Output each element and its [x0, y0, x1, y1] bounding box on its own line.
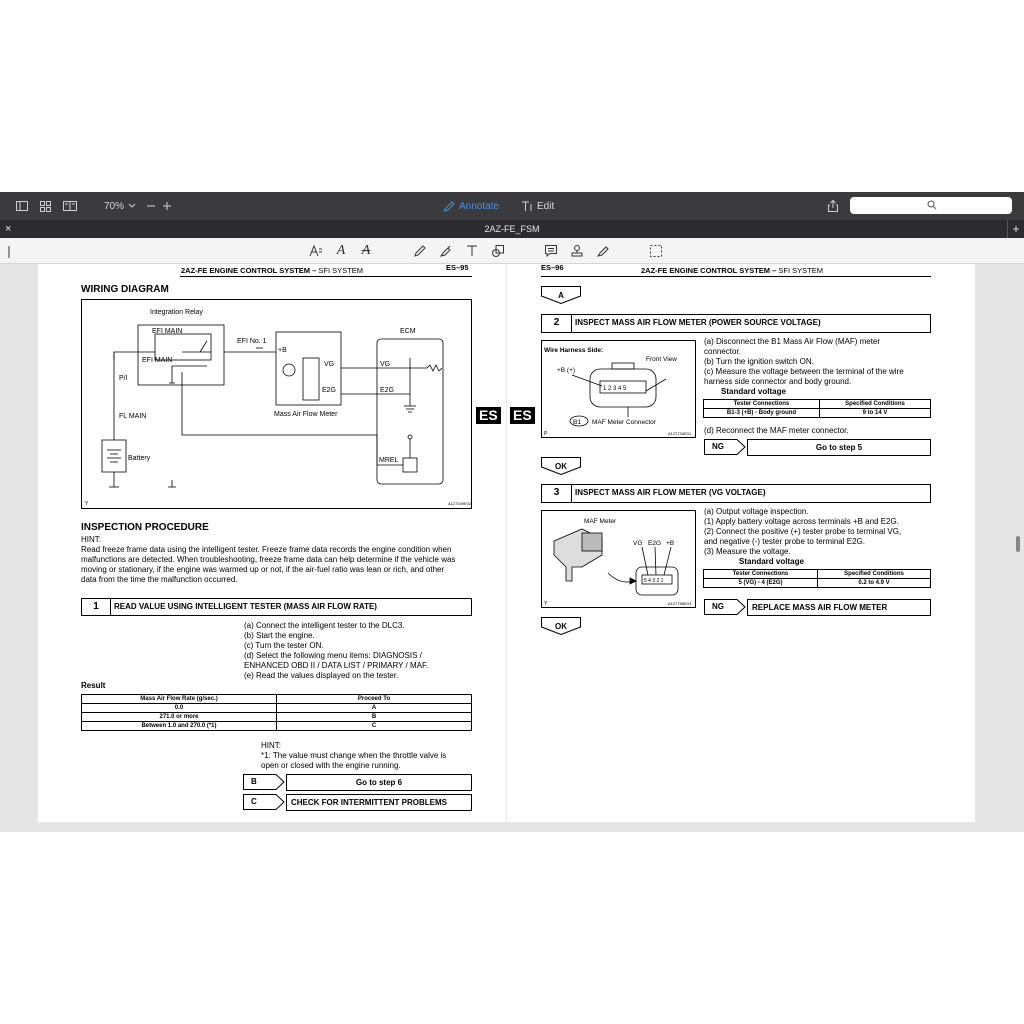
step-3-title: INSPECT MASS AIR FLOW METER (VG VOLTAGE) — [571, 484, 931, 503]
step-1-item: (c) Turn the tester ON. — [244, 641, 324, 650]
table-header-row — [704, 400, 931, 409]
document-title: 2AZ-FE_FSM — [484, 224, 540, 234]
table-header: Tester Connections — [704, 400, 820, 409]
hint2-line: *1: The value must change when the throttle valve is — [261, 751, 447, 760]
ng-tag — [704, 599, 746, 615]
vertical-scrollbar[interactable] — [1016, 536, 1020, 552]
table-header: Specified Conditions — [818, 570, 931, 579]
step-3-table — [703, 569, 931, 588]
connector-label: MAF Meter Connector — [592, 419, 656, 426]
page-es-96 — [507, 264, 975, 822]
table-header: Specified Conditions — [820, 400, 931, 409]
result-table — [81, 694, 472, 731]
table-header: Tester Connections — [704, 570, 818, 579]
inspection-procedure-title: INSPECTION PROCEDURE — [81, 522, 209, 533]
step-2-item: (a) Disconnect the B1 Mass Air Flow (MAF) meter — [704, 337, 881, 346]
zoom-in-button[interactable] — [162, 199, 172, 213]
table-header: Proceed To — [277, 695, 472, 704]
efi-main-label: EFI MAIN — [142, 357, 173, 364]
vg-ecm-label: VG — [380, 361, 391, 368]
highlighter-icon[interactable] — [438, 243, 454, 259]
diagram-corner-mark: Y — [85, 501, 89, 507]
zoom-select[interactable] — [104, 199, 136, 213]
step-3-item: (3) Measure the voltage. — [704, 547, 791, 556]
table-row — [82, 722, 472, 731]
ecm-label: ECM — [400, 328, 416, 335]
e2g-label: E2G — [322, 387, 337, 394]
table-row — [82, 704, 472, 713]
text-style-icon[interactable]: A — [336, 243, 346, 258]
table-row — [704, 579, 931, 588]
markup-toolbar — [0, 238, 1024, 264]
sidebar-handle-icon — [6, 244, 12, 260]
fl-main-label: FL MAIN — [119, 413, 147, 420]
table-cell: B — [277, 713, 472, 722]
vg-label: VG — [324, 361, 335, 368]
step-1-item: (e) Read the values displayed on the tester. — [244, 671, 399, 680]
standard-voltage-label: Standard voltage — [721, 387, 786, 396]
header-rule — [180, 276, 472, 277]
maf-connector-figure — [541, 340, 696, 438]
b1-label: B1 — [573, 419, 581, 426]
result-b-link[interactable]: Go to step 6 — [286, 774, 472, 791]
table-header: Mass Air Flow Rate (g/sec.) — [82, 695, 277, 704]
search-icon — [927, 200, 937, 210]
page-number: ES–96 — [541, 263, 564, 272]
sidebar-toggle-icon[interactable] — [16, 199, 28, 213]
ng-label: NG — [712, 442, 724, 451]
step-2-item: connector. — [704, 347, 741, 356]
harness-label: Wire Harness Side: — [544, 347, 604, 354]
search-input[interactable] — [850, 197, 1012, 214]
step-3-item: (1) Apply battery voltage across terminals +B and E2G. — [704, 517, 899, 526]
step-3-item: (2) Connect the positive (+) tester probe to terminal VG, — [704, 527, 902, 536]
selection-icon[interactable] — [648, 243, 664, 259]
pins-label: 1 2 3 4 5 — [603, 386, 627, 392]
step-2-item: (c) Measure the voltage between the terminal of the wire — [704, 367, 904, 376]
step-2-title: INSPECT MASS AIR FLOW METER (POWER SOURCE VOLTAGE) — [571, 314, 931, 333]
table-cell: Between 1.0 and 270.0 (*1) — [82, 722, 277, 731]
figure-code: A127734E01 — [668, 431, 692, 436]
mrel-label: MREL — [379, 457, 399, 464]
pdf-viewer-window — [0, 192, 1024, 832]
plus-b-label: +B (+) — [557, 367, 576, 374]
ng-label: NG — [712, 602, 724, 611]
ng-result-link[interactable]: Go to step 5 — [747, 439, 931, 456]
result-c-tag — [243, 794, 285, 810]
a-label: A — [558, 291, 564, 300]
hint-label: HINT: — [81, 535, 101, 544]
page-header: 2AZ-FE ENGINE CONTROL SYSTEM – SFI SYSTEM — [641, 266, 823, 275]
pencil-icon[interactable] — [412, 243, 428, 259]
annotate-label: Annotate — [459, 200, 500, 212]
edit-button[interactable] — [521, 199, 554, 213]
result-label: Result — [81, 681, 106, 690]
step-1-title: READ VALUE USING INTELLIGENT TESTER (MASS AIR FLOW RATE) — [110, 598, 472, 616]
chevron-down-icon — [128, 203, 136, 209]
table-cell: 9 to 14 V — [820, 409, 931, 418]
step-2-item: harness side connector and body ground. — [704, 377, 852, 386]
hint2-label: HINT: — [261, 741, 281, 750]
table-row — [704, 409, 931, 418]
plus-b-label: +B — [278, 347, 287, 354]
hint-line: data from the time the malfunction occurred. — [81, 575, 238, 584]
table-header-row — [704, 570, 931, 579]
battery-label: Battery — [128, 455, 151, 462]
table-header-row — [82, 695, 472, 704]
step-3-item: and negative (-) tester probe to terminal E2G. — [704, 537, 865, 546]
ok-label: OK — [555, 622, 567, 631]
maf-meter-label: Mass Air Flow Meter — [274, 411, 338, 418]
plus-icon — [162, 201, 172, 211]
diagram-code: A127349E02 — [448, 501, 472, 506]
table-cell: A — [277, 704, 472, 713]
figure-code: A127798E03 — [668, 601, 692, 606]
text-box-icon[interactable] — [464, 243, 480, 259]
wiring-diagram-graphic — [82, 300, 473, 510]
step-1-number: 1 — [81, 598, 111, 616]
hint-line: malfunctions are detected. When troubleshooting, freeze frame data can help determine if the vehicle was — [81, 555, 456, 564]
edit-label: Edit — [537, 200, 555, 212]
es-tab-marker: ES — [510, 407, 535, 424]
e2g-ecm-label: E2G — [380, 387, 395, 394]
table-cell: C — [277, 722, 472, 731]
strikethrough-icon[interactable]: A — [361, 243, 371, 258]
ok-label: OK — [555, 462, 567, 471]
integration-relay-label: Integration Relay — [150, 309, 203, 316]
stamp-icon[interactable] — [569, 243, 585, 259]
step-3-item: (a) Output voltage inspection. — [704, 507, 809, 516]
thumbnail-grid-icon[interactable] — [40, 199, 51, 213]
new-tab-icon[interactable]: + — [1007, 220, 1024, 238]
es-tab-marker: ES — [476, 407, 501, 424]
page-number: ES–95 — [446, 263, 469, 272]
result-b-tag — [243, 774, 285, 790]
header-rule — [541, 276, 931, 277]
vg-label: VG — [633, 540, 643, 547]
ok-tag — [541, 617, 581, 635]
zoom-value: 70% — [104, 200, 125, 212]
minus-icon — [146, 201, 156, 211]
e2g-label: E2G — [648, 540, 662, 547]
zoom-out-button[interactable] — [146, 199, 156, 213]
text-cursor-icon — [521, 201, 533, 212]
signature-icon[interactable] — [595, 243, 611, 259]
ng-result-link[interactable]: REPLACE MASS AIR FLOW METER — [747, 599, 931, 616]
main-toolbar — [0, 192, 1024, 220]
table-cell: B1-3 (+B) - Body ground — [704, 409, 820, 418]
result-c-link[interactable]: CHECK FOR INTERMITTENT PROBLEMS — [286, 794, 472, 811]
maf-meter-graphic — [542, 511, 697, 609]
step-2-item: (b) Turn the ignition switch ON. — [704, 357, 814, 366]
result-b-label: B — [251, 777, 257, 786]
hint-line: moving or stationary, if the engine was warmed up or not, if the air-fuel ratio was lean or rich, and other — [81, 565, 445, 574]
ng-tag — [704, 439, 746, 455]
step-2-table — [703, 399, 931, 418]
shapes-icon[interactable] — [490, 243, 506, 259]
pins-label: 5 4 3 2 1 — [644, 578, 664, 584]
result-c-label: C — [251, 797, 257, 806]
tab-bar — [0, 220, 1024, 238]
text-select-icon[interactable] — [308, 243, 324, 259]
page-es-95 — [38, 264, 506, 822]
step-3-number: 3 — [541, 484, 572, 503]
table-cell: 5 (VG) - 4 (E2G) — [704, 579, 818, 588]
page-header: 2AZ-FE ENGINE CONTROL SYSTEM – SFI SYSTEM — [181, 266, 363, 275]
maf-meter-label: MAF Meter — [584, 518, 617, 525]
efi-main-box-label: EFI MAIN — [152, 328, 183, 335]
figure-corner-mark: Y — [544, 601, 548, 607]
efi-no1-label: EFI No. 1 — [237, 338, 267, 345]
connector-graphic — [542, 341, 697, 439]
share-icon — [828, 200, 838, 212]
table-cell: 0.2 to 4.9 V — [818, 579, 931, 588]
two-page-view-icon[interactable] — [63, 199, 77, 213]
wiring-diagram — [81, 299, 472, 509]
step-1-item: (a) Connect the intelligent tester to the DLC3. — [244, 621, 405, 630]
step-1-item: ENHANCED OBD II / DATA LIST / PRIMARY / MAF. — [244, 661, 429, 670]
step-1-item: (b) Start the engine. — [244, 631, 315, 640]
hint-line: Read freeze frame data using the intelligent tester. Freeze frame data records the engine condition when — [81, 545, 452, 554]
wiring-diagram-title: WIRING DIAGRAM — [81, 284, 169, 295]
figure-corner-mark: P — [544, 431, 548, 437]
pen-icon — [443, 201, 455, 212]
table-cell: 271.0 or more — [82, 713, 277, 722]
note-icon[interactable] — [543, 243, 559, 259]
table-cell: 0.0 — [82, 704, 277, 713]
annotate-button[interactable] — [443, 199, 499, 213]
pages-area[interactable] — [0, 264, 1024, 822]
standard-voltage-label: Standard voltage — [739, 557, 804, 566]
pi-label: P/I — [119, 375, 128, 382]
a-tag — [541, 286, 581, 304]
hint2-line: open or closed with the engine running. — [261, 761, 401, 770]
step-2-item: (d) Reconnect the MAF meter connector. — [704, 426, 849, 435]
front-view-label: Front View — [646, 356, 677, 363]
ok-tag — [541, 457, 581, 475]
close-tab-icon[interactable]: × — [5, 223, 12, 235]
step-2-number: 2 — [541, 314, 572, 333]
step-1-item: (d) Select the following menu items: DIAGNOSIS / — [244, 651, 422, 660]
maf-meter-figure — [541, 510, 696, 608]
share-button[interactable] — [828, 199, 838, 213]
plus-b-label: +B — [666, 540, 675, 547]
table-row — [82, 713, 472, 722]
